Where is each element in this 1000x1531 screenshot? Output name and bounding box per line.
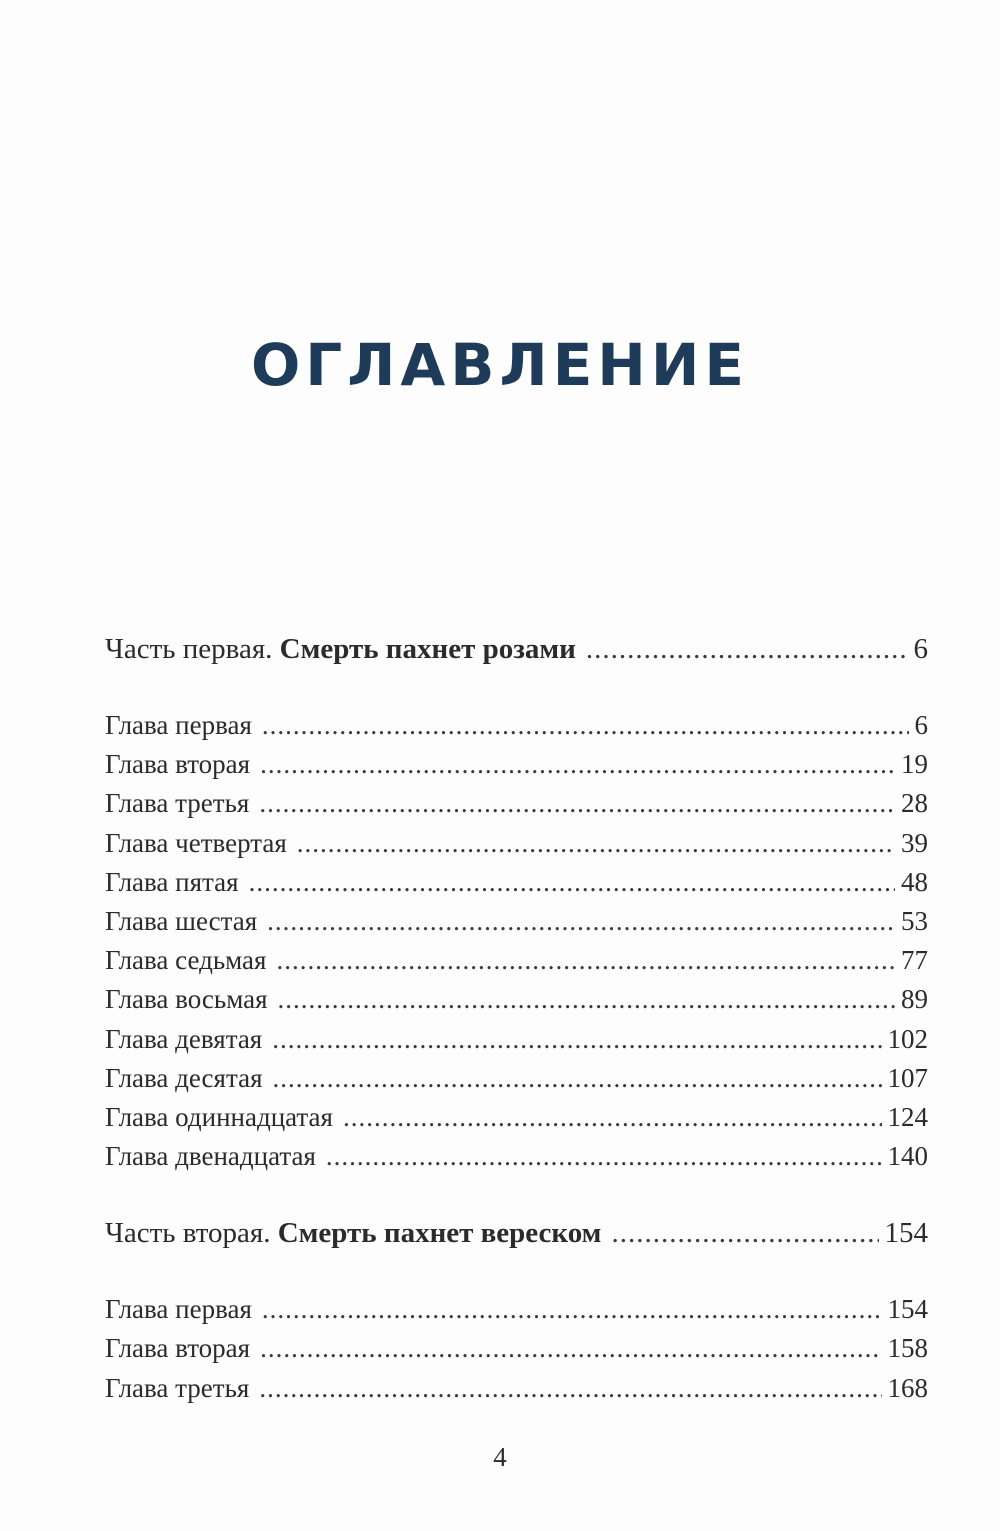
toc-chapter-row[interactable]: Глава первая ..... 6: [105, 706, 928, 745]
toc-chapter-row[interactable]: Глава четвертая ..... 39: [105, 824, 928, 863]
toc-chapter-row[interactable]: Глава пятая ..... 48: [105, 863, 928, 902]
toc-chapter-row[interactable]: Глава двенадцатая ..... 140: [105, 1137, 928, 1176]
part-page-number: 6: [913, 633, 928, 665]
part-page-number: 154: [884, 1217, 928, 1250]
dot-leader: [611, 1212, 878, 1254]
toc-chapter-row[interactable]: Глава вторая ..... 158: [105, 1329, 928, 1368]
toc-chapter-row[interactable]: Глава третья ..... 168: [105, 1369, 928, 1408]
toc-part-2[interactable]: [105, 1212, 928, 1254]
toc-chapter-row[interactable]: Глава третья ..... 28: [105, 784, 928, 823]
toc-chapter-row[interactable]: Глава десятая ..... 107: [105, 1059, 928, 1098]
toc-chapter-row[interactable]: Глава девятая ..... 102: [105, 1020, 928, 1059]
toc-chapter-row[interactable]: Глава седьмая ..... 77: [105, 941, 928, 980]
table-of-contents: [105, 628, 928, 1408]
toc-chapter-row[interactable]: Глава одиннадцатая ..... 124: [105, 1098, 928, 1137]
toc-chapter-row[interactable]: Глава восьмая ..... 89: [105, 980, 928, 1019]
part-label: Часть первая. Смерть пахнет розами: [105, 633, 576, 665]
part-2-chapters: [105, 1290, 928, 1408]
toc-chapter-row[interactable]: Глава шестая ..... 53: [105, 902, 928, 941]
toc-part-1[interactable]: [105, 628, 928, 670]
toc-chapter-row[interactable]: Глава вторая ..... 19: [105, 745, 928, 784]
toc-chapter-row[interactable]: Глава первая ..... 154: [105, 1290, 928, 1329]
page-title: ОГЛАВЛЕНИЕ: [250, 331, 750, 399]
part-1-chapters: [105, 706, 928, 1176]
part-label: Часть вторая. Смерть пахнет вереском: [105, 1217, 602, 1250]
dot-leader: [586, 628, 908, 670]
page-number: 4: [493, 1442, 507, 1472]
